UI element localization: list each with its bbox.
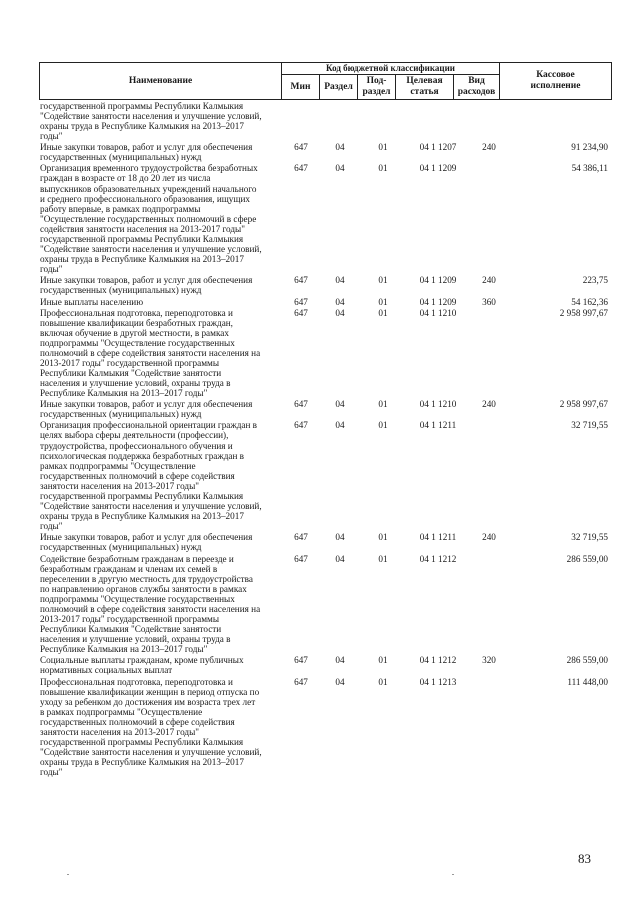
row-sum: 286 559,00 (566, 655, 608, 666)
header-budget-code: Код бюджетной классификации (282, 63, 500, 75)
row-celevaya: 04 1 1210 (419, 307, 457, 318)
header-celevaya-line2: статья (410, 87, 439, 97)
table-row (0, 655, 640, 675)
header-vid-line1: Вид (468, 76, 485, 86)
row-min: 647 (294, 307, 308, 318)
row-sum: 2 958 997,67 (559, 307, 608, 318)
row-name: Профессиональная подготовка, переподготовка и повышение квалификации женщин в период отпуска по уходу за ребенком до достижения им возраста трех лет в рамках подпрограммы "Осуществление государственных полномочий в сфере содействия занятости населения на 2013-2017 годы" государственной программы Республики Калмыкия "Содействие занятости населения и улучшение условий, охраны труда в Республике Калмыкия на 2013–2017 годы" (40, 676, 262, 778)
table-row (0, 677, 640, 778)
row-celevaya: 04 1 1212 (419, 553, 457, 564)
row-name: государственной программы Республики Калмыкия "Содействие занятости населения и улучшение условий, охраны труда в Республике Калмыкия на 2013–2017 годы" (40, 101, 262, 142)
row-celevaya: 04 1 1212 (419, 655, 457, 666)
row-celevaya: 04 1 1211 (419, 420, 457, 431)
row-razdel: 04 (335, 307, 345, 318)
row-razdel: 04 (335, 676, 345, 687)
row-podrazdel: 01 (378, 275, 388, 286)
row-vid: 240 (482, 142, 496, 153)
table-row (0, 399, 640, 419)
row-razdel: 04 (335, 142, 345, 153)
scan-speck (452, 874, 454, 875)
header-min: Мин (282, 75, 320, 100)
row-name: Иные закупки товаров, работ и услуг для обеспечения государственных (муниципальных) нужд (40, 532, 253, 553)
row-podrazdel: 01 (378, 163, 388, 174)
header-vid (454, 75, 500, 100)
row-podrazdel: 01 (378, 296, 388, 307)
row-vid: 360 (482, 296, 496, 307)
header-razdel: Раздел (320, 75, 358, 100)
row-name: Организация профессиональной ориентации граждан в целях выбора сферы деятельности (профессии), трудоустройства, профессионального обучения и психологическая поддержка безработных граждан в рамках подпрограммы "Осуществление государственных полномочий в сфере содействия занятости населения на 2013-2017 годы" государственной программы Республики Калмыкия "Содействие занятости населения и улучшение условий, охраны труда в Республике Калмыкия на 2013–2017 годы" (40, 420, 262, 532)
row-podrazdel: 01 (378, 399, 388, 410)
row-razdel: 04 (335, 553, 345, 564)
page-number: 83 (578, 851, 591, 866)
header-celevaya-line1: Целевая (406, 76, 443, 86)
row-podrazdel: 01 (378, 420, 388, 431)
row-razdel: 04 (335, 163, 345, 174)
row-sum: 54 162,36 (571, 296, 608, 307)
row-name: Организация временного трудоустройства безработных граждан в возрасте от 18 до 20 лет из числа выпускников образовательных учреждений начального и среднего профессионального образования, ищущих работу впервые, в рамках подпрограммы "Осуществление государственных полномочий в сфере содействия занятости населения на 2013-2017 годы" государственной программы Республики Калмыкия "Содействие занятости населения и улучшение условий, охраны труда в Республике Калмыкия на 2013–2017 годы" (40, 163, 262, 275)
table-row (0, 142, 640, 162)
row-celevaya: 04 1 1213 (419, 676, 457, 687)
row-min: 647 (294, 676, 308, 687)
row-min: 647 (294, 163, 308, 174)
row-celevaya: 04 1 1210 (419, 399, 457, 410)
row-name: Иные закупки товаров, работ и услуг для обеспечения государственных (муниципальных) нужд (40, 399, 253, 420)
header-podrazdel-line2: раздел (362, 87, 391, 97)
row-razdel: 04 (335, 420, 345, 431)
row-min: 647 (294, 275, 308, 286)
row-celevaya: 04 1 1207 (419, 142, 457, 153)
row-name: Социальные выплаты гражданам, кроме публичных нормативных социальных выплат (40, 655, 244, 676)
row-min: 647 (294, 420, 308, 431)
row-min: 647 (294, 296, 308, 307)
table-row (0, 554, 640, 655)
row-celevaya: 04 1 1209 (419, 163, 457, 174)
row-razdel: 04 (335, 296, 345, 307)
header-podrazdel-line1: Под- (366, 76, 387, 86)
header-podrazdel (358, 75, 396, 100)
row-sum: 54 386,11 (571, 163, 608, 174)
header-kassa-line1: Кассовое (536, 70, 575, 80)
row-vid: 240 (482, 275, 496, 286)
row-min: 647 (294, 399, 308, 410)
row-vid: 240 (482, 532, 496, 543)
row-sum: 286 559,00 (566, 553, 608, 564)
row-vid: 320 (482, 655, 496, 666)
row-podrazdel: 01 (378, 655, 388, 666)
row-sum: 32 719,55 (571, 532, 608, 543)
header-celevaya (396, 75, 454, 100)
table-header (39, 62, 612, 100)
row-min: 647 (294, 553, 308, 564)
row-celevaya: 04 1 1209 (419, 296, 457, 307)
row-podrazdel: 01 (378, 676, 388, 687)
row-podrazdel: 01 (378, 553, 388, 564)
row-podrazdel: 01 (378, 307, 388, 318)
table-row (0, 420, 640, 531)
row-celevaya: 04 1 1211 (419, 532, 457, 543)
row-razdel: 04 (335, 532, 345, 543)
header-vid-line2: расходов (457, 87, 496, 97)
table-row (0, 308, 640, 399)
row-name: Содействие безработным гражданам в переезде и безработным гражданам и членам их семей в переселении в другую местность для трудоустройства по направлению органов службы занятости в рамках подпрограммы "Осуществление государственных полномочий в сфере содействия занятости населения на 2013-2017 годы" государственной программы Республики Калмыкия "Содействие занятости населения и улучшение условий, охраны труда в Республике Калмыкия на 2013–2017 годы" (40, 553, 261, 655)
row-sum: 223,75 (582, 275, 608, 286)
row-sum: 91 234,90 (571, 142, 608, 153)
table-row (0, 163, 640, 274)
row-razdel: 04 (335, 399, 345, 410)
row-razdel: 04 (335, 655, 345, 666)
row-min: 647 (294, 142, 308, 153)
row-sum: 111 448,00 (567, 676, 608, 687)
header-kassa (500, 63, 612, 100)
row-name: Иные закупки товаров, работ и услуг для обеспечения государственных (муниципальных) нужд (40, 275, 253, 296)
row-podrazdel: 01 (378, 142, 388, 153)
table-row (0, 101, 640, 141)
row-min: 647 (294, 532, 308, 543)
table-row (0, 297, 640, 307)
scan-speck (67, 874, 69, 875)
row-razdel: 04 (335, 275, 345, 286)
row-name: Иные закупки товаров, работ и услуг для обеспечения государственных (муниципальных) нужд (40, 142, 253, 163)
row-name: Профессиональная подготовка, переподготовка и повышение квалификации безработных граждан, включая обучение в другой местности, в рамках подпрограммы "Осуществление государственных полномочий в сфере содействия занятости населения на 2013-2017 годы" государственной программы Республики Калмыкия "Содействие занятости населения и улучшение условий, охраны труда в Республике Калмыкия на 2013–2017 годы" (40, 307, 261, 399)
header-kassa-line2: исполнение (530, 81, 581, 91)
row-podrazdel: 01 (378, 532, 388, 543)
row-celevaya: 04 1 1209 (419, 275, 457, 286)
table-row (0, 275, 640, 295)
row-sum: 32 719,55 (571, 420, 608, 431)
row-min: 647 (294, 655, 308, 666)
row-name: Иные выплаты населению (40, 296, 144, 307)
row-sum: 2 958 997,67 (559, 399, 608, 410)
table-row (0, 532, 640, 552)
header-name: Наименование (40, 63, 282, 100)
row-vid: 240 (482, 399, 496, 410)
